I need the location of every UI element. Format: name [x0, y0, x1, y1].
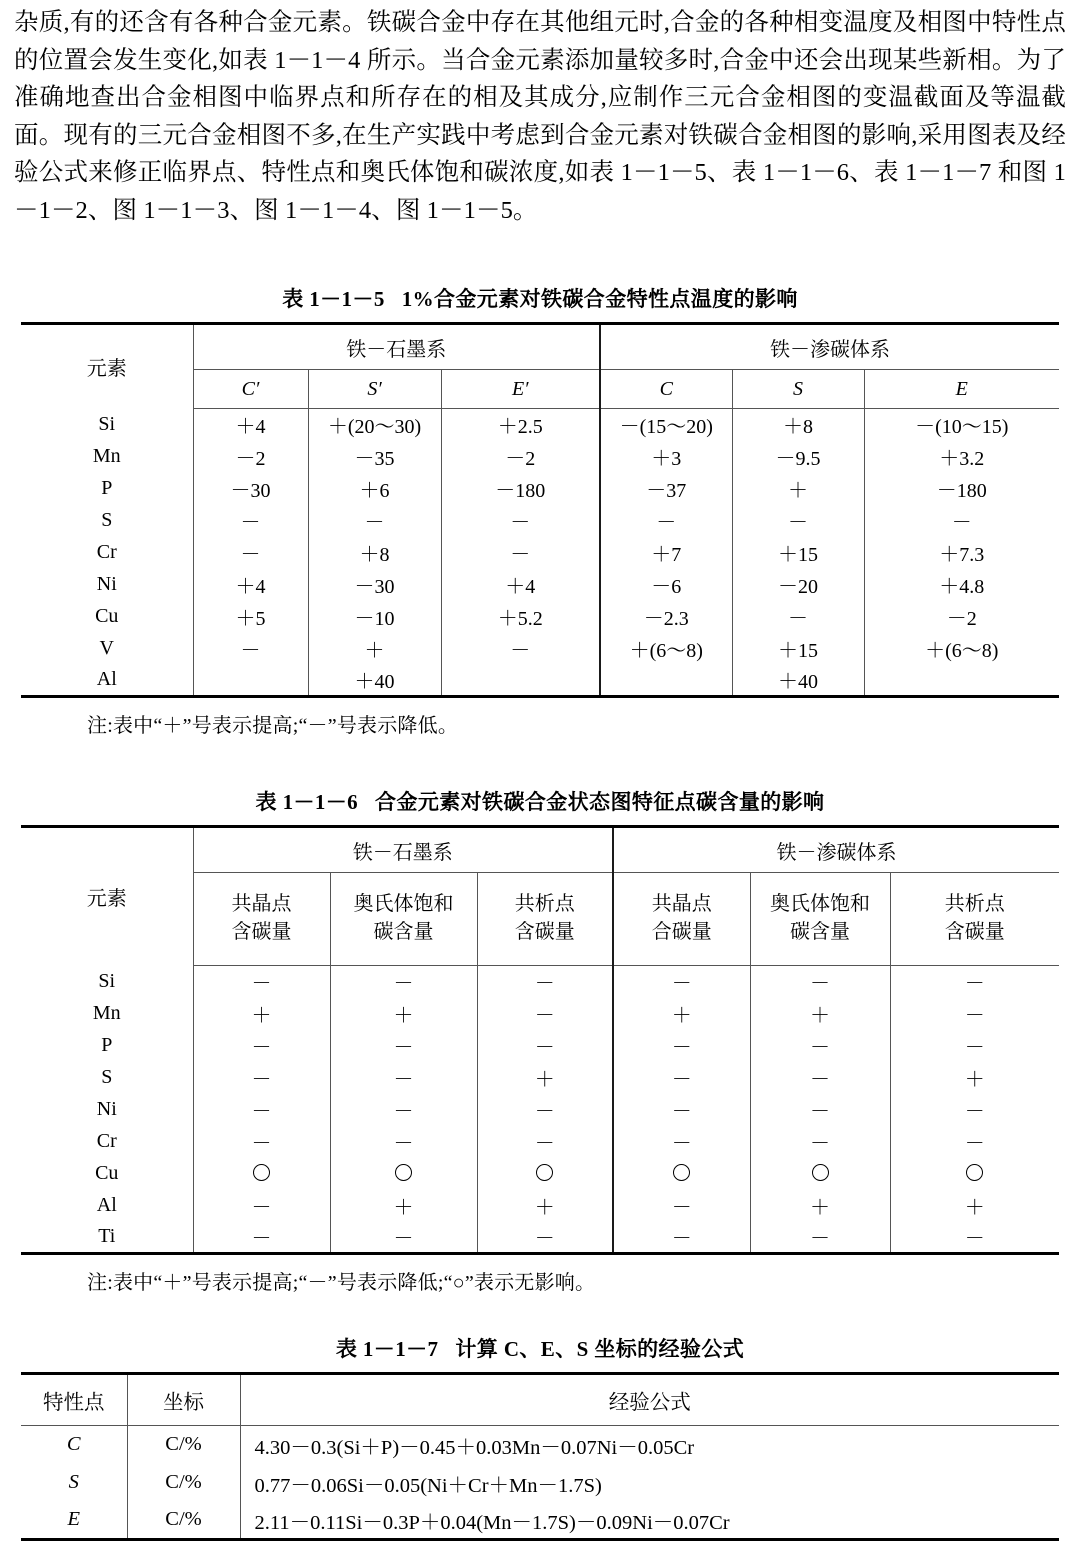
- cell-value: －: [750, 1126, 890, 1158]
- cell-value: ＋40: [732, 665, 864, 697]
- table-1-1-7-caption-number: 表 1－1－7: [335, 1337, 439, 1361]
- cell-value: ＋: [193, 998, 330, 1030]
- header-coordinate: 坐标: [127, 1374, 240, 1426]
- table-row: [21, 1126, 1059, 1158]
- table-row: [21, 1426, 1059, 1464]
- cell-element: Cu: [95, 605, 119, 627]
- header-empirical-formula: 经验公式: [240, 1374, 1059, 1426]
- cell-value: ＋: [750, 998, 890, 1030]
- cell-value: －: [890, 1126, 1059, 1158]
- no-effect-circle-icon: [536, 1164, 553, 1181]
- table-row: [21, 505, 1059, 537]
- header-sub-e: E: [864, 370, 1059, 409]
- cell-value-circle: [750, 1158, 890, 1190]
- cell-value: －37: [600, 473, 732, 505]
- header-sub-line1: 奥氏体饱和: [353, 893, 454, 916]
- cell-value: [193, 665, 308, 697]
- table-row-header-group: [21, 324, 1059, 370]
- cell-value: －30: [193, 473, 308, 505]
- table-row: [21, 665, 1059, 697]
- cell-element: Cr: [96, 1130, 117, 1152]
- table-1-1-6: [21, 825, 1059, 1255]
- cell-element: S: [101, 1066, 113, 1088]
- table-1-1-6-caption: [21, 786, 1059, 816]
- table-row: [21, 601, 1059, 633]
- table-1-1-5-note: 注:表中“＋”号表示提高;“－”号表示降低。: [87, 715, 459, 737]
- cell-value: ＋3: [600, 441, 732, 473]
- cell-element: Cu: [95, 1162, 119, 1184]
- cell-value: －: [732, 601, 864, 633]
- header-group-graphite: 铁－石墨系: [193, 324, 600, 370]
- cell-value: ＋8: [308, 537, 441, 569]
- cell-value: －: [193, 966, 330, 998]
- cell-value: －35: [308, 441, 441, 473]
- cell-value: －: [613, 966, 750, 998]
- cell-value: ＋(20～30): [308, 409, 441, 441]
- cell-element: Ti: [98, 1225, 116, 1248]
- cell-value: －6: [600, 569, 732, 601]
- cell-value: [864, 665, 1059, 697]
- header-sub-eutectic-graphite: [193, 873, 330, 966]
- cell-value: ＋4: [193, 409, 308, 441]
- cell-value: －2: [441, 441, 600, 473]
- cell-element: P: [101, 477, 113, 499]
- cell-value: ＋: [890, 1190, 1059, 1222]
- cell-value: －: [193, 1062, 330, 1094]
- table-row: [21, 441, 1059, 473]
- cell-value: ＋5.2: [441, 601, 600, 633]
- header-sub-eutectic-cementite: [613, 873, 750, 966]
- table-row-header-group: [21, 827, 1059, 873]
- cell-value: －(10～15): [864, 409, 1059, 441]
- cell-value: －: [330, 1030, 477, 1062]
- table-row: [21, 966, 1059, 998]
- cell-value: －: [864, 505, 1059, 537]
- cell-value: －: [890, 1222, 1059, 1254]
- cell-value-circle: [613, 1158, 750, 1190]
- table-1-1-7-caption: [21, 1333, 1059, 1363]
- cell-value: －: [330, 1126, 477, 1158]
- cell-value: －: [330, 1222, 477, 1254]
- cell-value: ＋: [890, 1062, 1059, 1094]
- cell-point: C: [66, 1433, 81, 1456]
- cell-value: ＋7: [600, 537, 732, 569]
- table-1-1-6-block: [21, 786, 1059, 1295]
- cell-coord: C/%: [127, 1464, 240, 1502]
- cell-element: Ni: [96, 1098, 117, 1120]
- no-effect-circle-icon: [253, 1164, 270, 1181]
- cell-value: －: [477, 1030, 613, 1062]
- cell-value: ＋: [477, 1190, 613, 1222]
- table-1-1-5-caption: [21, 283, 1059, 313]
- cell-value-circle: [890, 1158, 1059, 1190]
- table-row: [21, 1190, 1059, 1222]
- header-sub-line2: 含碳量: [231, 921, 292, 943]
- table-1-1-7: [21, 1372, 1059, 1541]
- cell-value: －: [193, 1094, 330, 1126]
- cell-element: Cr: [96, 541, 117, 563]
- header-sub-line1: 共析点: [514, 893, 575, 916]
- table-row: [21, 1158, 1059, 1190]
- table-row: [21, 998, 1059, 1030]
- cell-element: Al: [96, 668, 117, 691]
- cell-value: ＋4: [441, 569, 600, 601]
- header-sub-line2: 合碳量: [651, 921, 712, 943]
- cell-value: [600, 665, 732, 697]
- header-sub-line1: 奥氏体饱和: [770, 893, 871, 916]
- cell-value: －: [890, 1094, 1059, 1126]
- header-sub-eutectoid-cementite: [890, 873, 1059, 966]
- cell-value: ＋: [308, 633, 441, 665]
- cell-value: ＋8: [732, 409, 864, 441]
- no-effect-circle-icon: [395, 1164, 412, 1181]
- cell-value: －: [613, 1030, 750, 1062]
- cell-value: －: [613, 1062, 750, 1094]
- cell-value: －30: [308, 569, 441, 601]
- cell-value: －: [193, 1126, 330, 1158]
- cell-value: －2: [193, 441, 308, 473]
- header-sub-austenite-graphite: [330, 873, 477, 966]
- cell-value: －: [477, 1094, 613, 1126]
- cell-point: S: [68, 1471, 79, 1493]
- table-1-1-5: [21, 322, 1059, 698]
- cell-coord: C/%: [127, 1502, 240, 1540]
- cell-value: －: [890, 966, 1059, 998]
- table-1-1-6-caption-text: 合金元素对铁碳合金状态图特征点碳含量的影响: [375, 790, 825, 814]
- cell-value: －: [308, 505, 441, 537]
- table-1-1-7-caption-text: 计算 C、E、S 坐标的经验公式: [455, 1337, 745, 1361]
- table-row: [21, 409, 1059, 441]
- header-sub-s: S: [732, 370, 864, 409]
- cell-value: －: [441, 505, 600, 537]
- cell-formula: 0.77－0.06Si－0.05(Ni＋Cr＋Mn－1.7S): [240, 1464, 1059, 1502]
- table-row: [21, 1464, 1059, 1502]
- cell-value: －20: [732, 569, 864, 601]
- header-sub-eutectoid-graphite: [477, 873, 613, 966]
- header-sub-s-prime: S′: [308, 370, 441, 409]
- header-sub-line2: 含碳量: [514, 921, 575, 943]
- cell-value: －9.5: [732, 441, 864, 473]
- cell-value: ＋: [330, 998, 477, 1030]
- table-row: [21, 633, 1059, 665]
- cell-value: ＋(6～8): [864, 633, 1059, 665]
- header-sub-line2: 碳含量: [790, 921, 851, 943]
- cell-value: －: [732, 505, 864, 537]
- cell-element: Al: [96, 1194, 117, 1216]
- table-1-1-5-block: [21, 283, 1059, 738]
- cell-value: －: [441, 537, 600, 569]
- header-sub-line1: 共晶点: [231, 893, 292, 916]
- cell-value-circle: [193, 1158, 330, 1190]
- cell-value: ＋5: [193, 601, 308, 633]
- cell-value: －2: [864, 601, 1059, 633]
- cell-element: V: [99, 637, 114, 659]
- cell-value: －2.3: [600, 601, 732, 633]
- cell-value: －: [477, 1126, 613, 1158]
- cell-value: －: [193, 1190, 330, 1222]
- cell-element: Ni: [96, 573, 117, 595]
- cell-value: －: [193, 505, 308, 537]
- cell-value: －: [750, 1062, 890, 1094]
- cell-value: －: [750, 1222, 890, 1254]
- cell-value: －: [890, 1030, 1059, 1062]
- cell-element: Mn: [92, 445, 121, 467]
- cell-element: Si: [98, 970, 116, 992]
- table-row: [21, 1222, 1059, 1254]
- cell-value-circle: [330, 1158, 477, 1190]
- cell-value: ＋: [613, 998, 750, 1030]
- cell-value: －: [441, 633, 600, 665]
- cell-value: －: [477, 998, 613, 1030]
- cell-value: －: [613, 1222, 750, 1254]
- table-row: [21, 1062, 1059, 1094]
- cell-formula: 4.30－0.3(Si＋P)－0.45＋0.03Mn－0.07Ni－0.05Cr: [240, 1426, 1059, 1464]
- cell-value: ＋3.2: [864, 441, 1059, 473]
- cell-value: －: [890, 998, 1059, 1030]
- cell-value: －: [613, 1126, 750, 1158]
- cell-element: Mn: [92, 1002, 121, 1024]
- header-group-cementite: 铁－渗碳体系: [613, 827, 1059, 873]
- cell-formula: 2.11－0.11Si－0.3P＋0.04(Mn－1.7S)－0.09Ni－0.07Cr: [240, 1502, 1059, 1540]
- table-row: [21, 569, 1059, 601]
- cell-value: －: [477, 966, 613, 998]
- cell-value: ＋7.3: [864, 537, 1059, 569]
- cell-value: －: [330, 1062, 477, 1094]
- header-sub-e-prime: E′: [441, 370, 600, 409]
- cell-value: ＋15: [732, 633, 864, 665]
- table-row: [21, 537, 1059, 569]
- cell-value: －: [613, 1094, 750, 1126]
- cell-value: ＋40: [308, 665, 441, 697]
- body-paragraph: 杂质,有的还含有各种合金元素。铁碳合金中存在其他组元时,合金的各种相变温度及相图中特性点的位置会发生变化,如表 1－1－4 所示。当合金元素添加量较多时,合金中还会出现某些新相。为了准确地查出合金相图中临界点和所存在的相及其成分,应制作三元合金相图的变温截面及等温截面。现有的三元合金相图不多,在生产实践中考虑到合金元素对铁碳合金相图的影响,采用图表及经验公式来修正临界点、特性点和奥氏体饱和碳浓度,如表 1－1－5、表 1－1－6、表 1－1－7 和图 1－1－2、图 1－1－3、图 1－1－4、图 1－1－5。: [14, 9, 1066, 224]
- header-sub-line2: 碳含量: [373, 921, 434, 943]
- cell-value: [441, 665, 600, 697]
- cell-value: ＋6: [308, 473, 441, 505]
- header-sub-austenite-cementite: [750, 873, 890, 966]
- table-row-header: [21, 1374, 1059, 1426]
- cell-value: ＋: [330, 1190, 477, 1222]
- cell-value: ＋: [732, 473, 864, 505]
- cell-element: P: [101, 1034, 113, 1056]
- cell-value: －(15～20): [600, 409, 732, 441]
- cell-value: －: [193, 537, 308, 569]
- cell-value-circle: [477, 1158, 613, 1190]
- cell-value: ＋4.8: [864, 569, 1059, 601]
- cell-value: －180: [864, 473, 1059, 505]
- header-sub-line1: 共析点: [944, 893, 1005, 916]
- table-row: [21, 1094, 1059, 1126]
- cell-value: －: [477, 1222, 613, 1254]
- no-effect-circle-icon: [812, 1164, 829, 1181]
- table-1-1-5-caption-number: 表 1－1－5: [282, 287, 385, 311]
- cell-coord: C/%: [127, 1426, 240, 1464]
- cell-element: Si: [98, 413, 116, 435]
- cell-value: －10: [308, 601, 441, 633]
- table-row: [21, 1502, 1059, 1540]
- table-1-1-6-note: 注:表中“＋”号表示提高;“－”号表示降低;“○”表示无影响。: [87, 1272, 596, 1294]
- cell-point: E: [67, 1508, 81, 1531]
- cell-value: －: [330, 1094, 477, 1126]
- cell-value: －: [613, 1190, 750, 1222]
- cell-value: －: [600, 505, 732, 537]
- cell-value: ＋(6～8): [600, 633, 732, 665]
- header-group-graphite: 铁－石墨系: [193, 827, 613, 873]
- header-group-cementite: 铁－渗碳体系: [600, 324, 1059, 370]
- header-element: 元素: [86, 888, 127, 911]
- cell-value: ＋2.5: [441, 409, 600, 441]
- cell-value: －: [750, 1094, 890, 1126]
- header-sub-c-prime: C′: [193, 370, 308, 409]
- table-row: [21, 473, 1059, 505]
- table-row: [21, 1030, 1059, 1062]
- cell-value: －: [750, 966, 890, 998]
- cell-element: S: [101, 509, 113, 531]
- cell-value: －: [193, 633, 308, 665]
- cell-value: ＋4: [193, 569, 308, 601]
- cell-value: －180: [441, 473, 600, 505]
- cell-value: －: [193, 1222, 330, 1254]
- header-sub-line2: 含碳量: [944, 921, 1005, 943]
- header-element: 元素: [86, 358, 127, 381]
- header-characteristic-point: 特性点: [21, 1374, 127, 1426]
- table-1-1-7-block: [21, 1333, 1059, 1541]
- table-1-1-6-caption-number: 表 1－1－6: [255, 790, 359, 814]
- cell-value: ＋: [477, 1062, 613, 1094]
- cell-value: －: [193, 1030, 330, 1062]
- cell-value: ＋: [750, 1190, 890, 1222]
- header-sub-line1: 共晶点: [651, 893, 712, 916]
- header-sub-c: C: [600, 370, 732, 409]
- cell-value: －: [330, 966, 477, 998]
- no-effect-circle-icon: [966, 1164, 983, 1181]
- cell-value: －: [750, 1030, 890, 1062]
- no-effect-circle-icon: [673, 1164, 690, 1181]
- cell-value: ＋15: [732, 537, 864, 569]
- table-1-1-5-caption-text: 1%合金元素对铁碳合金特性点温度的影响: [401, 287, 798, 311]
